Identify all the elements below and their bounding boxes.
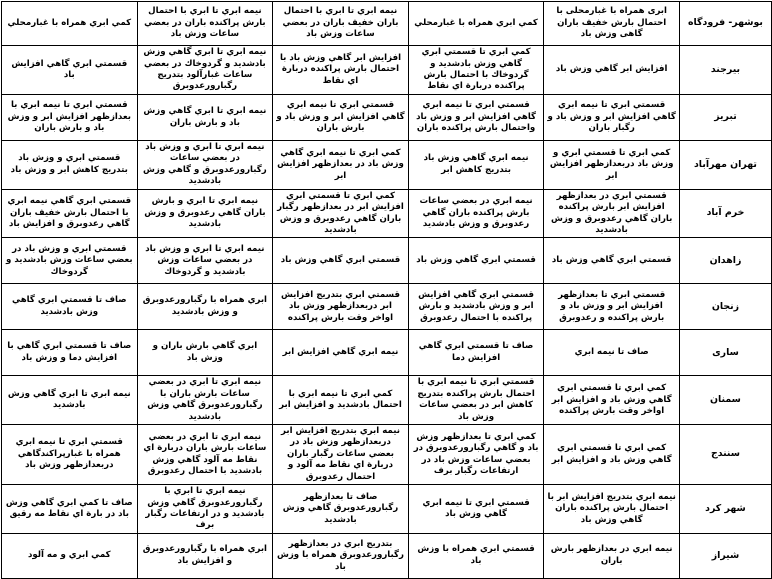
city-cell: شیراز — [679, 533, 771, 578]
city-cell: بیرجند — [679, 46, 771, 95]
table-row — [2, 425, 772, 485]
forecast-cell: ابري گاهي بارش باران و وزش باد — [137, 330, 273, 376]
forecast-cell: قسمتي ابري گاهي افزايش باد — [2, 46, 138, 95]
forecast-cell: نيمه ابري بتدريج افزايش ابر دربعدازظهر وزش باد در بعضي ساعات رگبار باران دربارة اي نقاط مه آلود و احتمال رعدوبرق — [273, 425, 409, 485]
table-row — [2, 533, 772, 578]
table-row — [2, 238, 772, 284]
city-cell: زنجان — [679, 284, 771, 330]
forecast-cell: صاف تا قسمتي ابري گاهي با افزايش دما و وزش باد — [2, 330, 138, 376]
forecast-cell: صاف تا قسمتي ابري گاهي وزش بادشديد — [2, 284, 138, 330]
forecast-cell: نيمه ابري تا ابري در بعضي ساعات بارش باران با رگبارورعدوبرق گاهي وزش بادشديد — [137, 376, 273, 425]
forecast-cell: صاف تا بعدازظهر رگبارورعدوبرق گاهي وزش بادشديد — [273, 485, 409, 534]
table-row — [2, 485, 772, 534]
forecast-cell: نيمه ابري تا ابري گاهي وزش بادشديد — [2, 376, 138, 425]
city-cell: شهر کرد — [679, 485, 771, 534]
forecast-cell: كمي ابري تا بعدازظهر وزش باد و گاهي رگبارورعدوبرق در بعضي ساعات وزش باد در ارتفاعات رگبار برف — [408, 425, 544, 485]
forecast-cell: قسمتي ابري تا نيمه ابري با احتمال بارش پراكنده بتدريج كاهش ابر در بعضي ساعات وزش باد — [408, 376, 544, 425]
forecast-cell: كمي ابري تا نيمه ابري با احتمال بادشديد و افزايش ابر — [273, 376, 409, 425]
city-cell: ساری — [679, 330, 771, 376]
forecast-cell: نيمه ابري تا ابري و وزش باد در بعضي ساعات رگبارورعدوبرق و گاهي وزش بادشديد — [137, 141, 273, 190]
forecast-cell: نيمه ابري بتدريج افزايش ابر با احتمال بارش پراكنده باران گاهي وزش باد — [544, 485, 680, 534]
forecast-cell: كمي ابري و مه آلود — [2, 533, 138, 578]
forecast-cell: قسمتي ابري تا نيمه ابري گاهي افزايش ابر و وزش باد و رگبار باران — [544, 95, 680, 141]
forecast-cell: كمي ابري همراه با غبارمحلي — [408, 2, 544, 46]
forecast-cell: قسمتي ابري تا نيمه ابري گاهي افزايش ابر و وزش باد واحتمال بارش پراكنده باران — [408, 95, 544, 141]
forecast-cell: قسمتي ابري و وزش باد بتدريج كاهش ابر و وزش باد — [2, 141, 138, 190]
table-row — [2, 2, 772, 46]
forecast-cell: صاف تا نيمه ابري — [544, 330, 680, 376]
city-cell: تهران مهرآباد — [679, 141, 771, 190]
forecast-cell: قسمتي ابري تا نيمه ابري گاهي افزايش ابر و وزش باد و بارش باران — [273, 95, 409, 141]
table-row — [2, 376, 772, 425]
forecast-cell: قسمتي ابري تا نيمه ابري همراه با غبارپراكندگاهي دربعدازظهر وزش باد — [2, 425, 138, 485]
forecast-cell: قسمتي ابري در بعدازظهر افزايش ابر بارش پراكنده باران گاهي رعدوبرق و وزش بادشديد — [544, 189, 680, 238]
forecast-cell: صاف تا قسمتي ابري گاهي افزايش دما — [408, 330, 544, 376]
forecast-cell: قسمتي ابري تا نيمه ابري با بعدازظهر افزايش ابر و وزش باد و بارش باران — [2, 95, 138, 141]
forecast-cell: قسمتي ابري گاهي افزايش ابر و وزش بادشديد و بارش پراكنده با احتمال رعدوبرق — [408, 284, 544, 330]
forecast-cell: قسمتي ابري گاهي وزش باد — [544, 238, 680, 284]
forecast-cell: كمي ابري تا قسمتي ابري گاهي وزش بادشديد و گردوخاك با احتمال بارش پراكنده دربارة اي نقاط — [408, 46, 544, 95]
forecast-cell: نيمه ابري تا ابري و بارش باران گاهي رعدوبرق و وزش بادشديد — [137, 189, 273, 238]
table-row — [2, 95, 772, 141]
city-cell: خرم آباد — [679, 189, 771, 238]
forecast-cell: قسمتي ابري تا بعدازظهر افزايش ابر و وزش باد و بارش پراكنده و رعدوبرق — [544, 284, 680, 330]
forecast-cell: قسمتي ابري گاهي نيمه ابري با احتمال بارش خفيف باران گاهي رعدوبرق و افزايش باد — [2, 189, 138, 238]
forecast-cell: افزايش ابر گاهي وزش باد با احتمال بارش پراكنده دربارة اي نقاط — [273, 46, 409, 95]
city-cell: سمنان — [679, 376, 771, 425]
forecast-cell: افزايش ابر گاهي وزش باد — [544, 46, 680, 95]
weather-forecast-table — [1, 1, 772, 579]
forecast-cell: نيمه ابري در بعدازظهر بارش باران — [544, 533, 680, 578]
city-cell: بوشهر- فرودگاه — [679, 2, 771, 46]
table-row — [2, 284, 772, 330]
forecast-cell: نيمه ابري تا ابري با احتمال بارش پراكنده باران در بعضي ساعات وزش باد — [137, 2, 273, 46]
forecast-cell: نيمه ابري تا ابري گاهي وزش بادشديد و گردوخاك در بعضي ساعات غبارآلود بتدريج رگبارورعدوبرق — [137, 46, 273, 95]
forecast-cell: كمي ابري تا قسمتي ابري و وزش باد دربعدازظهر افزايش ابر — [544, 141, 680, 190]
forecast-cell: بتدريج ابري در بعدازظهر رگبارورعدوبرق همراه با وزش باد — [273, 533, 409, 578]
forecast-cell: كمي ابري تا قسمتي ابري افزايش ابر در بعدازظهر رگبار باران گاهي رعدوبرق و وزش بادشديد — [273, 189, 409, 238]
city-cell: زاهدان — [679, 238, 771, 284]
table-row — [2, 189, 772, 238]
forecast-cell: ابري همراه با رگبارورعدوبرق و وزش بادشديد — [137, 284, 273, 330]
forecast-cell: صاف تا كمي ابري گاهي وزش باد در بارة اي نقاط مه رقيق — [2, 485, 138, 534]
table-row — [2, 330, 772, 376]
forecast-cell: نيمه ابري در بعضي ساعات بارش پراكنده باران گاهي رعدوبرق و وزش بادشديد — [408, 189, 544, 238]
forecast-cell: نيمه ابري تا ابري با احتمال باران خفيف باران در بعضي ساعات وزش باد — [273, 2, 409, 46]
forecast-cell: كمي ابري تا قسمتي ابري گاهي وزش باد و افزايش ابر — [544, 425, 680, 485]
forecast-cell: نيمه ابري تا ابري و وزش باد در بعضي ساعات وزش بادشديد و گردوخاك — [137, 238, 273, 284]
table-row — [2, 46, 772, 95]
forecast-cell: ابری همراه با غبارمحلی با احتمال بارش خفیف باران گاهی وزش باد — [544, 2, 680, 46]
forecast-cell: نيمه ابري گاهي وزش باد بتدريج كاهش ابر — [408, 141, 544, 190]
city-cell: سنندج — [679, 425, 771, 485]
forecast-cell: قسمتي ابري گاهي وزش باد — [273, 238, 409, 284]
forecast-cell: قسمتي ابري گاهي وزش باد — [408, 238, 544, 284]
forecast-cell: نيمه ابري گاهي افزايش ابر — [273, 330, 409, 376]
forecast-cell: قسمتي ابري همراه با وزش باد — [408, 533, 544, 578]
forecast-cell: قسمتي ابري تا نيمه ابري گاهي وزش باد — [408, 485, 544, 534]
forecast-cell: نيمه ابري تا ابري گاهي وزش باد و بارش باران — [137, 95, 273, 141]
forecast-cell: قسمتي ابري بتدريج افزايش ابر دربعدازظهر وزش باد اواخر وقت بارش پراكنده — [273, 284, 409, 330]
forecast-cell: نيمه ابري تا ابري با رگبارورعدوبرق گاهي وزش بادشديد و در ارتفاعات رگبار برف — [137, 485, 273, 534]
forecast-cell: ابري همراه با رگبارورعدوبرق و افزايش باد — [137, 533, 273, 578]
city-cell: تبریز — [679, 95, 771, 141]
forecast-cell: كمي ابري تا نيمه ابري گاهي وزش باد در بعدازظهر افزايش ابر — [273, 141, 409, 190]
forecast-cell: كمي ابري تا قسمتي ابري گاهي وزش باد و افزايش ابر اواخر وقت بارش پراكنده — [544, 376, 680, 425]
forecast-cell: نيمه ابري تا ابري در بعضي ساعات بارش باران دربارة اي نقاط مه آلود گاهي وزش بادشديد با احتمال رعدوبرق — [137, 425, 273, 485]
table-row — [2, 141, 772, 190]
forecast-cell: كمي ابري همراه با غبارمحلي — [2, 2, 138, 46]
forecast-cell: قسمتي ابري و وزش باد در بعضي ساعات وزش بادشديد و گردوخاك — [2, 238, 138, 284]
